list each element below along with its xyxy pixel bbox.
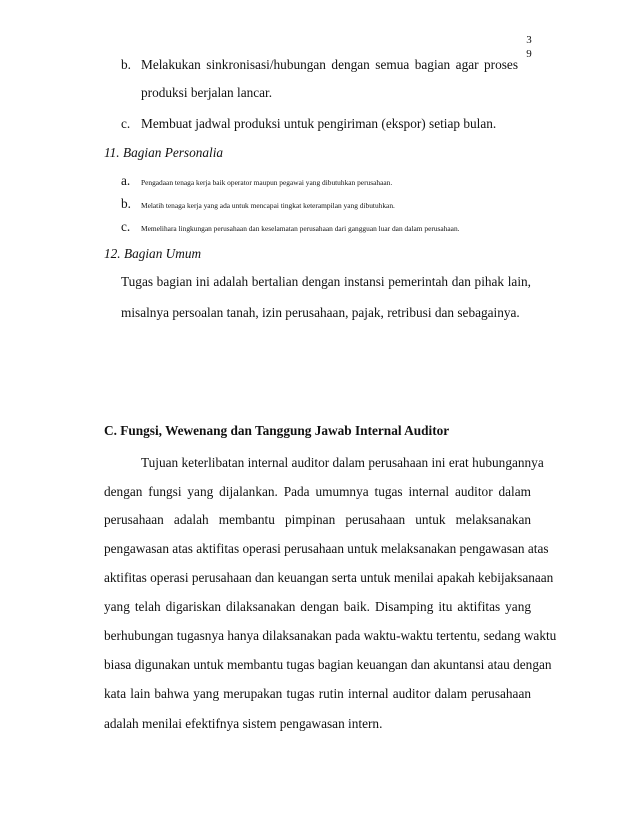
list-b-line2: produksi berjalan lancar. xyxy=(141,85,273,100)
section-c-heading: C. Fungsi, Wewenang dan Tanggung Jawab Internal Auditor xyxy=(104,423,450,438)
personalia-marker-a: a. xyxy=(121,173,131,188)
list-c-text: Membuat jadwal produksi untuk pengiriman (ekspor) setiap bulan. xyxy=(141,116,497,131)
list-b-line1: Melakukan sinkronisasi/hubungan dengan semua bagian agar proses xyxy=(141,57,518,72)
paragraph-line: adalah menilai efektifnya sistem pengawasan intern. xyxy=(104,716,383,731)
list-marker-b: b. xyxy=(121,57,131,72)
list-marker-c: c. xyxy=(121,116,131,131)
page-number-line2: 9 xyxy=(526,48,532,60)
section-11-heading: 11. Bagian Personalia xyxy=(104,145,224,160)
page-number-line1: 3 xyxy=(526,34,532,46)
paragraph-line: aktifitas operasi perusahaan dan keuangan serta untuk menilai apakah kebijaksanaan xyxy=(104,570,554,585)
paragraph-line: biasa digunakan untuk membantu tugas bagian keuangan dan akuntansi atau dengan xyxy=(104,657,552,672)
paragraph-line: berhubungan tugasnya hanya dilaksanakan pada waktu-waktu tertentu, sedang waktu xyxy=(104,628,557,643)
personalia-item-c: Memelihara lingkungan perusahaan dan keselamatan perusahaan dari gangguan luar dan dalam perusahaan. xyxy=(141,224,460,233)
personalia-marker-b: b. xyxy=(121,196,131,211)
umum-line2: misalnya persoalan tanah, izin perusahaan, pajak, retribusi dan sebagainya. xyxy=(121,305,520,320)
paragraph-line: perusahaan adalah membantu pimpinan perusahaan untuk melaksanakan xyxy=(104,512,531,527)
personalia-item-a: Pengadaan tenaga kerja baik operator maupun pegawai yang dibutuhkan perusahaan. xyxy=(141,178,393,187)
paragraph-line: Tujuan keterlibatan internal auditor dalam perusahaan ini erat hubungannya xyxy=(141,455,544,470)
umum-line1: Tugas bagian ini adalah bertalian dengan instansi pemerintah dan pihak lain, xyxy=(121,274,531,289)
personalia-item-b: Melatih tenaga kerja yang ada untuk mencapai tingkat keterampilan yang dibutuhkan. xyxy=(141,201,395,210)
paragraph-line: dengan fungsi yang dijalankan. Pada umumnya tugas internal auditor dalam xyxy=(104,484,531,499)
paragraph-line: pengawasan atas aktifitas operasi perusahaan untuk melaksanakan pengawasan atas xyxy=(104,541,549,556)
personalia-marker-c: c. xyxy=(121,219,131,234)
paragraph-line: yang telah digariskan dilaksanakan dengan baik. Disamping itu aktifitas yang xyxy=(104,599,531,614)
page-number xyxy=(522,33,536,61)
paragraph-line: kata lain bahwa yang merupakan tugas rutin internal auditor dalam perusahaan xyxy=(104,686,531,701)
section-12-heading: 12. Bagian Umum xyxy=(104,246,202,261)
